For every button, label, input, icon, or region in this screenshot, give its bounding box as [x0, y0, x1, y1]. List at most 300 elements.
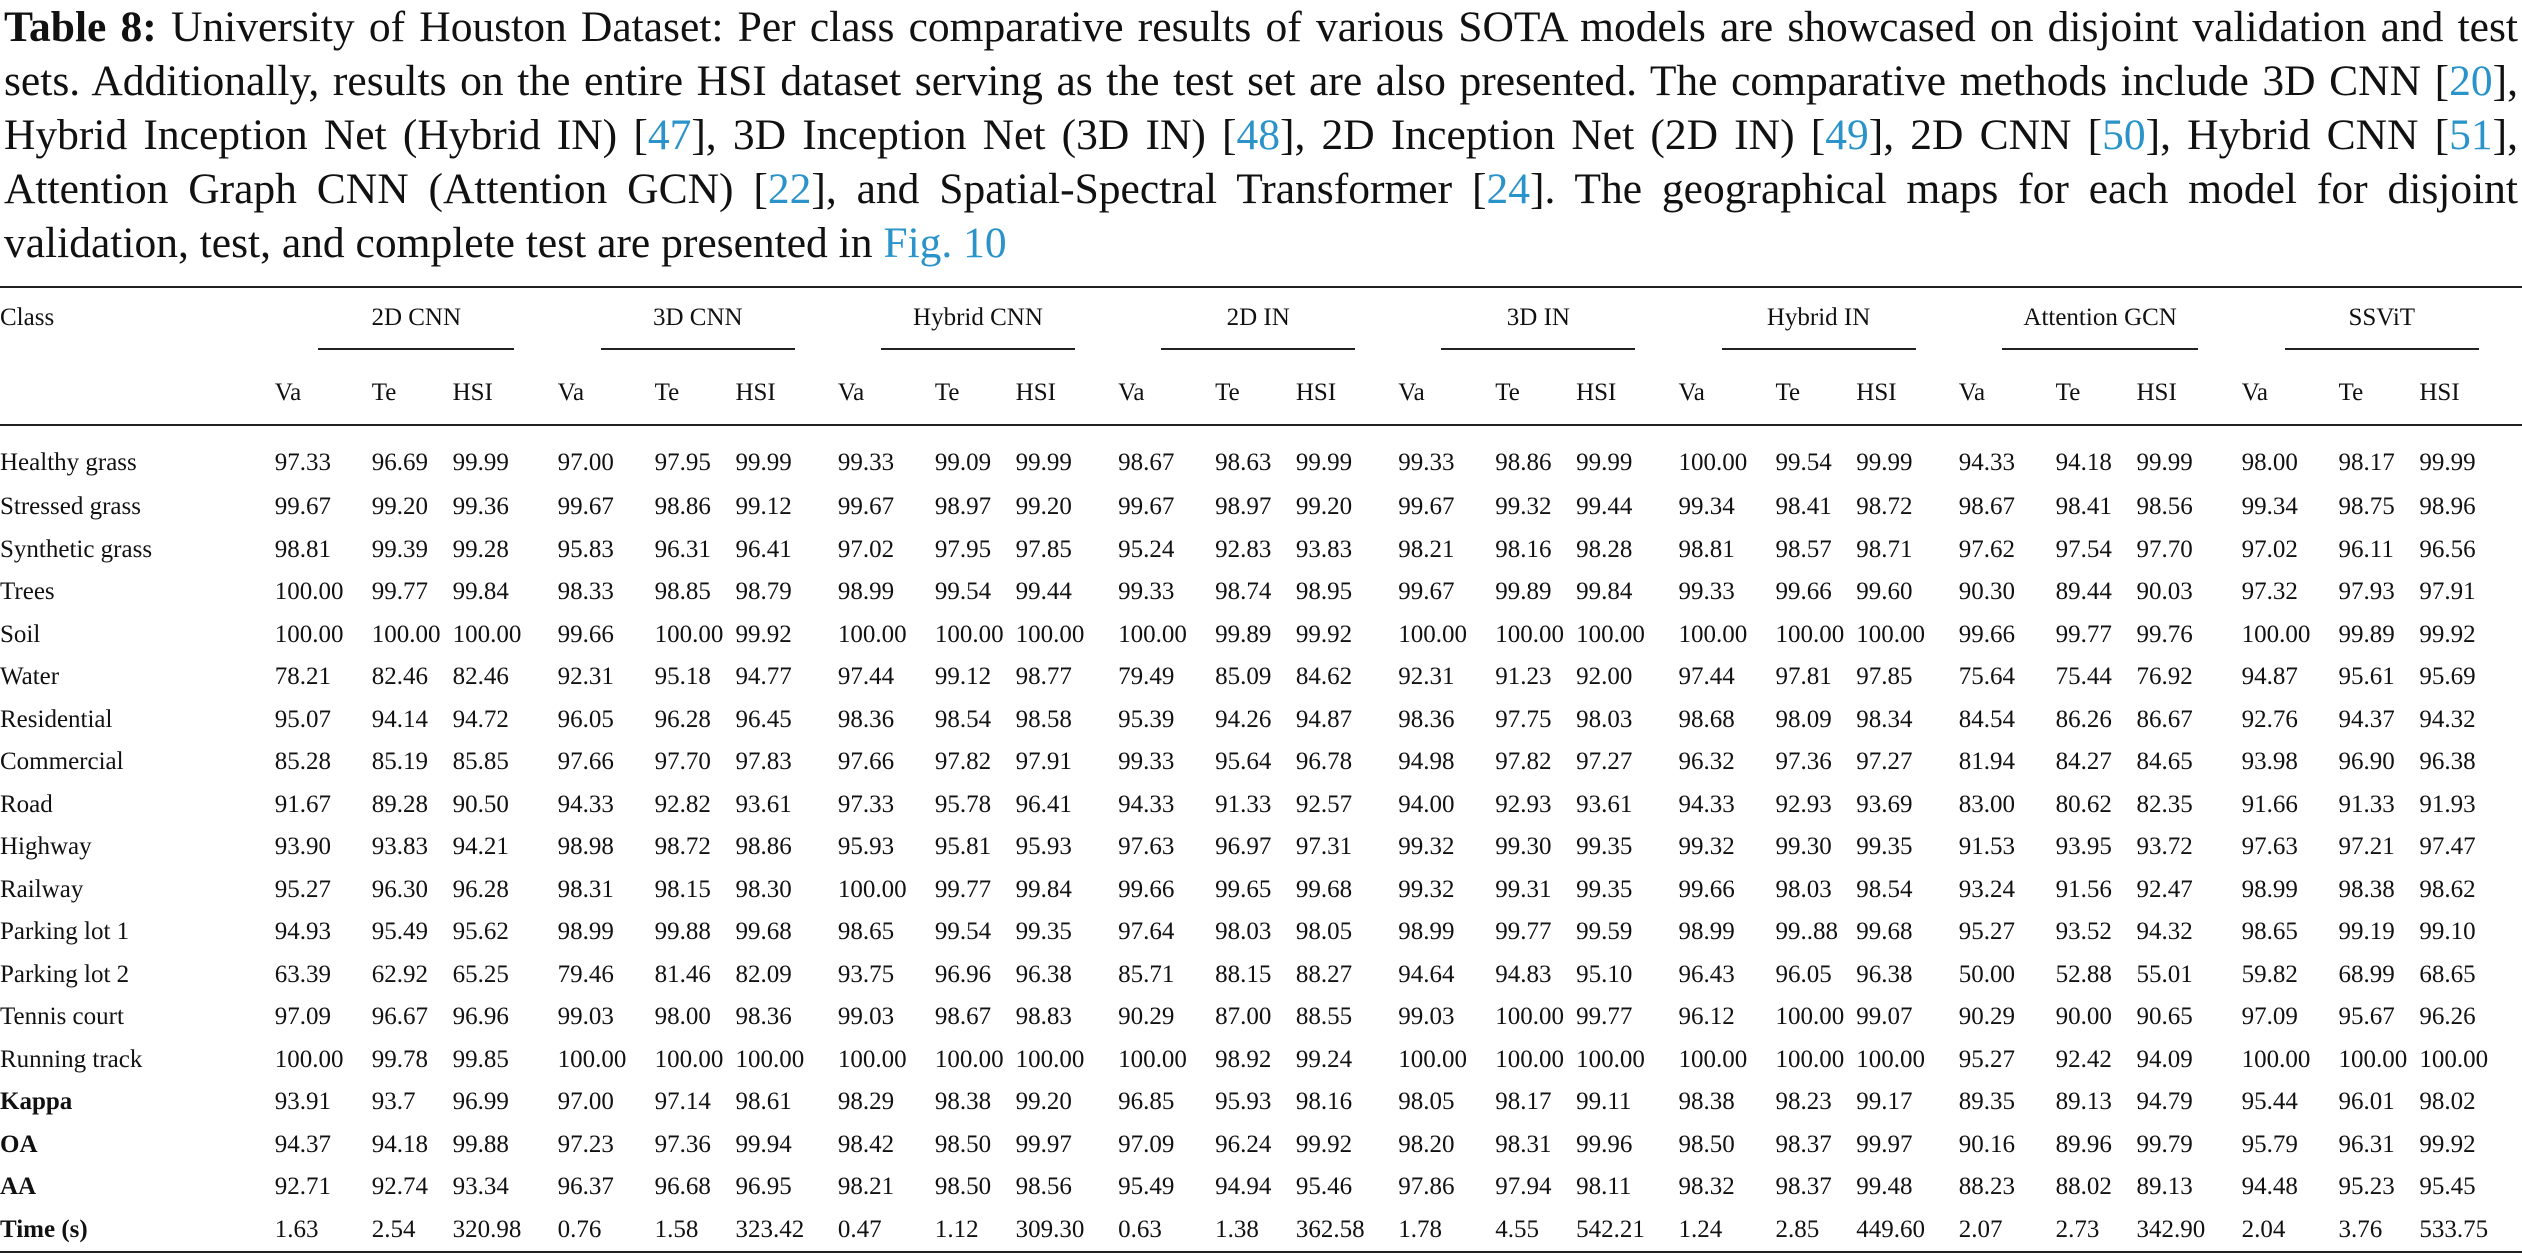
table-cell: 85.28 — [274, 748, 332, 776]
table-cell: 89.28 — [371, 790, 429, 818]
table-cell: 91.23 — [1495, 663, 1552, 691]
table-cell: 93.61 — [1576, 790, 1633, 818]
table-cell: 99.99 — [2136, 449, 2193, 476]
subheader-hsi: HSI — [1296, 356, 1398, 425]
table-row — [0, 571, 2522, 614]
row-label: Water — [0, 663, 60, 691]
table-cell: 89.13 — [2136, 1173, 2193, 1201]
table-cell: 99.88 — [654, 918, 711, 946]
table-cell: 99.35 — [1576, 875, 1633, 903]
table-cell: 97.33 — [274, 449, 332, 476]
table-cell: 100.00 — [654, 1045, 724, 1073]
table-cell: 91.93 — [2419, 790, 2476, 818]
table-cell: 99.99 — [1295, 449, 1353, 476]
citation-22[interactable]: 22 — [767, 165, 812, 213]
table-cell: 98.71 — [1856, 535, 1913, 563]
table-cell: 89.35 — [1958, 1088, 2015, 1116]
table-row — [0, 826, 2522, 869]
subheader-va: Va — [2242, 356, 2339, 425]
table-cell: 98.37 — [1775, 1130, 1832, 1158]
table-cell: 98.05 — [1398, 1088, 1455, 1116]
citation-49[interactable]: 49 — [1825, 111, 1869, 159]
table-cell: 68.99 — [2338, 960, 2395, 988]
citation-48[interactable]: 48 — [1236, 111, 1281, 159]
table-cell: 99.32 — [1398, 875, 1455, 903]
table-cell: 85.85 — [452, 748, 509, 776]
table-cell: 95.93 — [837, 833, 895, 861]
table-cell: 84.62 — [1295, 663, 1353, 691]
table-cell: 94.87 — [1295, 705, 1353, 733]
table-cell: 97.75 — [1495, 705, 1552, 733]
table-cell: 99.67 — [1118, 493, 1175, 521]
table-cell: 323.42 — [735, 1209, 837, 1253]
table-cell: 94.83 — [1495, 960, 1552, 988]
row-label: Time (s) — [0, 1209, 275, 1253]
table-cell: 98.61 — [735, 1088, 792, 1116]
table-cell: 97.27 — [1576, 748, 1633, 776]
subheader-hsi: HSI — [1856, 356, 1958, 425]
table-cell: 93.75 — [837, 960, 895, 988]
table-cell: 65.25 — [452, 960, 509, 988]
table-cell: 96.05 — [1775, 960, 1832, 988]
table-cell: 97.27 — [1856, 748, 1913, 776]
table-cell: 94.64 — [1398, 960, 1455, 988]
subheader-te: Te — [1775, 356, 1856, 425]
table-cell: 97.47 — [2419, 833, 2476, 861]
table-cell: 99.35 — [1015, 918, 1072, 946]
results-table — [0, 286, 2522, 1253]
table-cell: 99.99 — [1015, 449, 1072, 476]
subheader-te: Te — [1215, 356, 1296, 425]
subheader-va: Va — [1118, 356, 1215, 425]
table-cell: 98.32 — [1678, 1173, 1735, 1201]
table-cell: 96.32 — [1678, 748, 1735, 776]
table-cell: 96.90 — [2338, 748, 2395, 776]
table-cell: 309.30 — [1016, 1209, 1118, 1253]
table-cell: 96.31 — [654, 535, 711, 563]
table-cell: 96.68 — [654, 1173, 711, 1201]
table-cell: 97.95 — [654, 449, 711, 476]
table-cell: 98.81 — [274, 535, 332, 563]
table-cell: 97.62 — [1958, 535, 2015, 563]
table-cell: 100.00 — [2241, 620, 2311, 648]
table-cell: 98.28 — [1576, 535, 1633, 563]
table-cell: 100.00 — [934, 1045, 1004, 1073]
table-cell: 98.62 — [2419, 875, 2476, 903]
table-cell: 99.39 — [371, 535, 429, 563]
citation-51[interactable]: 51 — [2449, 111, 2493, 159]
table-cell: 99.34 — [2241, 493, 2298, 521]
table-cell: 93.72 — [2136, 833, 2193, 861]
table-cell: 95.23 — [2338, 1173, 2395, 1201]
table-cell: 84.54 — [1958, 705, 2015, 733]
table-cell: 94.72 — [452, 705, 509, 733]
table-cell: 98.97 — [934, 493, 992, 521]
table-cell: 63.39 — [274, 960, 332, 988]
table-cell: 99.31 — [1495, 875, 1552, 903]
row-label: Commercial — [0, 748, 124, 776]
table-row — [0, 954, 2522, 997]
table-cell: 97.85 — [1015, 535, 1072, 563]
table-cell: 99.20 — [1015, 1088, 1072, 1116]
table-cell: 92.57 — [1295, 790, 1353, 818]
table-cell: 96.41 — [735, 535, 792, 563]
table-cell: 94.00 — [1398, 790, 1455, 818]
citation-20[interactable]: 20 — [2449, 57, 2493, 105]
table-cell: 96.97 — [1215, 833, 1272, 861]
table-cell: 62.92 — [371, 960, 429, 988]
table-cell: 98.17 — [1495, 1088, 1552, 1116]
table-cell: 99.92 — [735, 620, 792, 648]
table-cell: 97.64 — [1118, 918, 1175, 946]
table-cell: 99..88 — [1775, 918, 1838, 946]
table-cell: 95.18 — [654, 663, 711, 691]
table-cell: 98.67 — [1118, 449, 1175, 476]
table-cell: 98.36 — [1398, 705, 1455, 733]
table-cell: 94.33 — [1118, 790, 1175, 818]
table-cell: 82.35 — [2136, 790, 2193, 818]
row-label: Highway — [0, 833, 92, 861]
table-cell: 98.86 — [1495, 449, 1552, 476]
table-cell: 98.41 — [1775, 493, 1832, 521]
row-label: Soil — [0, 620, 41, 648]
table-cell: 93.52 — [2055, 918, 2112, 946]
table-cell: 95.39 — [1118, 705, 1175, 733]
table-cell: 99.12 — [735, 493, 792, 521]
table-cell: 68.65 — [2419, 960, 2476, 988]
table-cell: 99.10 — [2419, 918, 2476, 946]
table-cell: 98.00 — [654, 1003, 711, 1031]
table-cell: 99.68 — [1295, 875, 1353, 903]
table-row — [0, 1039, 2522, 1082]
table-cell: 92.31 — [557, 663, 614, 691]
table-cell: 100.00 — [452, 620, 522, 648]
table-cell: 94.32 — [2136, 918, 2193, 946]
table-cell: 97.63 — [1118, 833, 1175, 861]
table-cell: 100.00 — [1856, 620, 1926, 648]
table-cell: 96.38 — [2419, 748, 2476, 776]
table-cell: 100.00 — [1398, 1045, 1468, 1073]
table-cell: 88.27 — [1295, 960, 1353, 988]
table-cell: 97.09 — [274, 1003, 332, 1031]
table-cell: 97.14 — [654, 1088, 711, 1116]
table-cell: 95.83 — [557, 535, 614, 563]
figure-10-link[interactable]: Fig. 10 — [883, 219, 1007, 267]
table-cell: 96.95 — [735, 1173, 792, 1201]
table-caption: Table 8: University of Houston Dataset: Per class comparative results of various SOTA models are showcased on disjoint validation and test sets. Additionally, results on the entire HSI dataset serving as the test set are also presented. The comparative methods include 3D CNN [20], Hybrid Inception Net (Hybrid IN) [47], 3D Inception Net (3D IN) [48], 2D Inception Net (2D IN) [49], 2D CNN [50], Hybrid CNN [51], Attention Graph CNN (Attention GCN) [22], and Spatial-Spectral Transformer [24]. The geographical maps for each model for disjoint validation, test, and complete test are presented in Fig. 10 — [4, 3, 2519, 267]
table-cell: 94.37 — [274, 1130, 332, 1158]
table-cell: 97.66 — [557, 748, 614, 776]
table-cell: 98.17 — [2338, 449, 2395, 476]
table-cell: 96.38 — [1856, 960, 1913, 988]
table-cell: 99.77 — [934, 875, 992, 903]
table-cell: 97.09 — [1118, 1130, 1175, 1158]
table-cell: 98.77 — [1015, 663, 1072, 691]
table-cell: 99.19 — [2338, 918, 2395, 946]
table-row — [0, 741, 2522, 784]
table-cell: 92.42 — [2055, 1045, 2112, 1073]
table-cell: 99.66 — [1958, 620, 2015, 648]
table-cell: 99.99 — [735, 449, 792, 476]
citation-50[interactable]: 50 — [2102, 111, 2146, 159]
table-cell: 100.00 — [837, 875, 907, 903]
table-cell: 98.15 — [654, 875, 711, 903]
table-row — [0, 1209, 2522, 1253]
table-cell: 94.18 — [371, 1130, 429, 1158]
table-cell: 99.77 — [371, 578, 429, 606]
table-cell: 97.91 — [1015, 748, 1072, 776]
table-cell: 100.00 — [2338, 1045, 2408, 1073]
table-cell: 92.93 — [1775, 790, 1832, 818]
table-cell: 97.44 — [1678, 663, 1735, 691]
table-cell: 95.93 — [1215, 1088, 1272, 1116]
table-cell: 98.96 — [2419, 493, 2476, 521]
table-cell: 100.00 — [1678, 1045, 1748, 1073]
table-cell: 92.47 — [2136, 875, 2193, 903]
citation-24[interactable]: 24 — [1486, 165, 1530, 213]
table-cell: 89.13 — [2055, 1088, 2112, 1116]
table-cell: 94.33 — [1958, 449, 2015, 476]
table-cell: 362.58 — [1296, 1209, 1398, 1253]
table-cell: 50.00 — [1958, 960, 2015, 988]
table-cell: 99.96 — [1576, 1130, 1633, 1158]
table-cell: 99.36 — [452, 493, 509, 521]
table-cell: 96.45 — [735, 705, 792, 733]
table-cell: 98.42 — [837, 1130, 895, 1158]
table-cell: 97.02 — [837, 535, 895, 563]
table-cell: 97.70 — [654, 748, 711, 776]
table-cell: 100.00 — [1495, 620, 1565, 648]
table-cell: 52.88 — [2055, 960, 2112, 988]
table-cell: 90.00 — [2055, 1003, 2112, 1031]
table-cell: 91.53 — [1958, 833, 2015, 861]
table-cell: 87.00 — [1215, 1003, 1272, 1031]
table-cell: 99.89 — [1215, 620, 1272, 648]
table-cell: 99.59 — [1576, 918, 1633, 946]
table-cell: 97.63 — [2241, 833, 2298, 861]
table-cell: 100.00 — [274, 578, 344, 606]
table-cell: 96.78 — [1295, 748, 1353, 776]
table-cell: 92.31 — [1398, 663, 1455, 691]
table-cell: 96.96 — [934, 960, 992, 988]
table-cell: 342.90 — [2136, 1209, 2241, 1253]
subheader-hsi: HSI — [2419, 356, 2522, 425]
table-cell: 98.54 — [934, 705, 992, 733]
model-header-2d-cnn: 2D CNN — [275, 287, 558, 356]
table-cell: 99.33 — [1678, 578, 1735, 606]
row-label: Running track — [0, 1045, 143, 1073]
table-row — [0, 784, 2522, 827]
table-row — [0, 486, 2522, 529]
table-cell: 94.93 — [274, 918, 332, 946]
table-cell: 98.41 — [2055, 493, 2112, 521]
table-cell: 100.00 — [1495, 1003, 1565, 1031]
subheader-te: Te — [655, 356, 736, 425]
subheader-va: Va — [558, 356, 655, 425]
table-cell: 98.30 — [735, 875, 792, 903]
table-cell: 97.82 — [1495, 748, 1552, 776]
table-cell: 97.66 — [837, 748, 895, 776]
table-cell: 99.34 — [1678, 493, 1735, 521]
table-cell: 90.29 — [1118, 1003, 1175, 1031]
table-cell: 98.79 — [735, 578, 792, 606]
table-cell: 100.00 — [654, 620, 724, 648]
table-cell: 91.66 — [2241, 790, 2298, 818]
citation-47[interactable]: 47 — [647, 111, 692, 159]
table-cell: 98.29 — [837, 1088, 895, 1116]
table-cell: 92.71 — [274, 1173, 332, 1201]
table-cell: 97.91 — [2419, 578, 2476, 606]
table-cell: 93.90 — [274, 833, 332, 861]
row-label: Kappa — [0, 1088, 73, 1116]
row-label: AA — [0, 1173, 37, 1201]
table-cell: 100.00 — [1678, 449, 1748, 476]
table-cell: 99.99 — [1856, 449, 1913, 476]
table-cell: 99.97 — [1015, 1130, 1072, 1158]
table-row — [0, 425, 2522, 486]
table-cell: 1.58 — [655, 1209, 736, 1253]
table-cell: 97.86 — [1398, 1173, 1455, 1201]
table-cell: 88.15 — [1215, 960, 1272, 988]
table-cell: 99.35 — [1856, 833, 1913, 861]
table-cell: 76.92 — [2136, 663, 2193, 691]
table-cell: 100.00 — [2419, 1045, 2489, 1073]
table-cell: 98.67 — [1958, 493, 2015, 521]
table-cell: 100.00 — [837, 1045, 907, 1073]
table-cell: 95.44 — [2241, 1088, 2298, 1116]
table-cell: 99.54 — [1775, 449, 1832, 476]
table-cell: 98.85 — [654, 578, 711, 606]
table-cell: 98.97 — [1215, 493, 1272, 521]
table-cell: 98.68 — [1678, 705, 1735, 733]
table-cell: 98.03 — [1215, 918, 1272, 946]
table-cell: 97.85 — [1856, 663, 1913, 691]
table-cell: 96.41 — [1015, 790, 1072, 818]
table-cell: 98.81 — [1678, 535, 1735, 563]
table-cell: 99.03 — [557, 1003, 614, 1031]
table-row — [0, 1124, 2522, 1167]
table-cell: 98.00 — [2241, 449, 2298, 476]
table-cell: 95.49 — [1118, 1173, 1175, 1201]
table-cell: 92.83 — [1215, 535, 1272, 563]
table-cell: 99.67 — [1398, 578, 1455, 606]
table-cell: 449.60 — [1856, 1209, 1958, 1253]
table-cell: 86.26 — [2055, 705, 2112, 733]
table-cell: 90.03 — [2136, 578, 2193, 606]
table-cell: 533.75 — [2419, 1209, 2522, 1253]
table-cell: 93.83 — [1295, 535, 1353, 563]
table-cell: 4.55 — [1495, 1209, 1576, 1253]
table-cell: 94.14 — [371, 705, 429, 733]
row-label: Railway — [0, 875, 84, 903]
table-cell: 94.37 — [2338, 705, 2395, 733]
table-cell: 100.00 — [934, 620, 1004, 648]
table-cell: 99.66 — [1678, 875, 1735, 903]
table-cell: 100.00 — [735, 1045, 805, 1073]
table-cell: 95.49 — [371, 918, 429, 946]
table-cell: 99.88 — [452, 1130, 509, 1158]
table-cell: 98.74 — [1215, 578, 1272, 606]
table-cell: 94.21 — [452, 833, 509, 861]
table-cell: 88.23 — [1958, 1173, 2015, 1201]
table-cell: 99.54 — [934, 918, 992, 946]
table-cell: 100.00 — [1398, 620, 1468, 648]
subheader-va: Va — [1959, 356, 2056, 425]
table-cell: 98.99 — [2241, 875, 2298, 903]
table-cell: 94.33 — [1678, 790, 1735, 818]
table-cell: 99.33 — [837, 449, 895, 476]
table-cell: 99.28 — [452, 535, 509, 563]
table-cell: 94.09 — [2136, 1045, 2193, 1073]
table-cell: 94.79 — [2136, 1088, 2193, 1116]
table-cell: 92.76 — [2241, 705, 2298, 733]
table-cell: 91.33 — [2338, 790, 2395, 818]
subheader-va: Va — [1678, 356, 1775, 425]
table-cell: 98.36 — [735, 1003, 792, 1031]
table-cell: 98.02 — [2419, 1088, 2476, 1116]
table-cell: 100.00 — [1118, 1045, 1187, 1073]
table-cell: 75.64 — [1958, 663, 2015, 691]
subheader-hsi: HSI — [1016, 356, 1118, 425]
table-cell: 100.00 — [837, 620, 907, 648]
table-cell: 86.67 — [2136, 705, 2193, 733]
table-cell: 2.07 — [1959, 1209, 2056, 1253]
table-cell: 98.21 — [837, 1173, 895, 1201]
table-cell: 99.68 — [1856, 918, 1913, 946]
table-cell: 79.49 — [1118, 663, 1175, 691]
table-cell: 95.78 — [934, 790, 992, 818]
table-cell: 99.84 — [452, 578, 509, 606]
table-cell: 97.00 — [557, 1088, 614, 1116]
table-cell: 97.21 — [2338, 833, 2395, 861]
table-cell: 99.78 — [371, 1045, 429, 1073]
table-cell: 98.75 — [2338, 493, 2395, 521]
table-cell: 95.93 — [1015, 833, 1072, 861]
table-cell: 98.98 — [557, 833, 614, 861]
table-cell: 95.46 — [1295, 1173, 1353, 1201]
table-cell: 99.97 — [1856, 1130, 1913, 1158]
caption-label: Table 8: — [4, 3, 157, 51]
table-cell: 98.54 — [1856, 875, 1913, 903]
table-cell: 95.62 — [452, 918, 509, 946]
table-cell: 99.03 — [1398, 1003, 1455, 1031]
table-cell: 95.07 — [274, 705, 332, 733]
table-cell: 99.66 — [1118, 875, 1175, 903]
table-cell: 96.28 — [654, 705, 711, 733]
table-cell: 97.94 — [1495, 1173, 1552, 1201]
table-cell: 99.60 — [1856, 578, 1913, 606]
table-cell: 96.01 — [2338, 1088, 2395, 1116]
table-cell: 80.62 — [2055, 790, 2112, 818]
table-cell: 96.56 — [2419, 535, 2476, 563]
table-cell: 2.73 — [2056, 1209, 2137, 1253]
table-cell: 99.32 — [1678, 833, 1735, 861]
table-cell: 97.02 — [2241, 535, 2298, 563]
table-cell: 98.65 — [2241, 918, 2298, 946]
table-cell: 99.89 — [1495, 578, 1552, 606]
table-cell: 95.10 — [1576, 960, 1633, 988]
table-cell: 81.94 — [1958, 748, 2015, 776]
row-label: Road — [0, 790, 53, 818]
table-cell: 99.03 — [837, 1003, 895, 1031]
table-cell: 96.96 — [452, 1003, 509, 1031]
table-cell: 99.67 — [557, 493, 614, 521]
subheader-va: Va — [1398, 356, 1495, 425]
table-cell: 99.77 — [2055, 620, 2112, 648]
table-row — [0, 656, 2522, 699]
table-cell: 96.11 — [2338, 535, 2394, 563]
table-cell: 99.32 — [1398, 833, 1455, 861]
